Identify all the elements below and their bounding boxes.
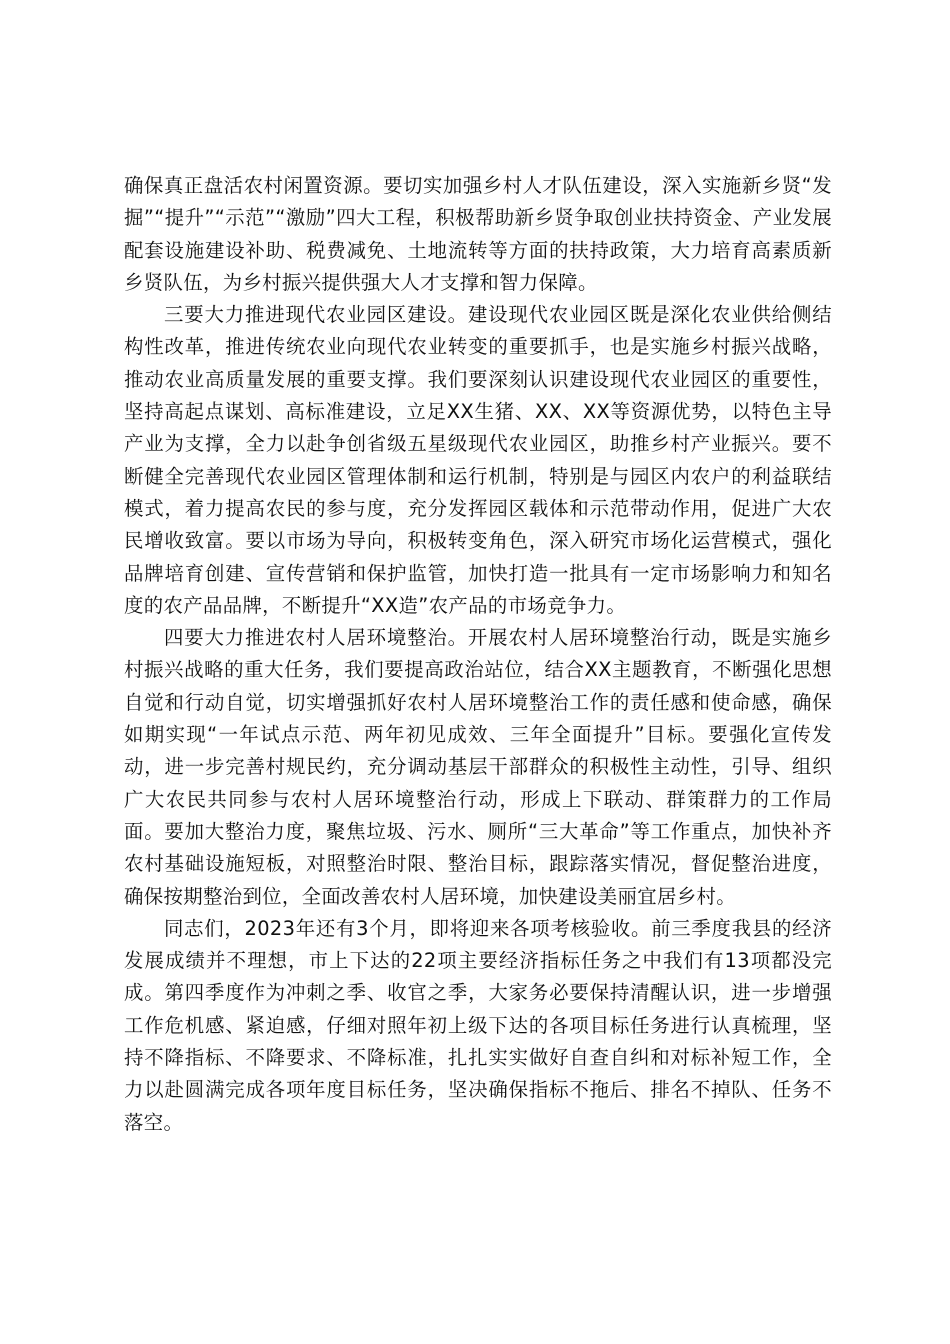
paragraph-closing-remarks: 同志们，2023年还有3个月，即将迎来各项考核验收。前三季度我县的经济发展成绩并不理想，市上下达的22项主要经济指标任务之中我们有13项都没完成。第四季度作为冲刺之季、收官之季，大家务必要保持清醒认识，进一步增强工作危机感、紧迫感，仔细对照年初上级下达的各项目标任务进行认真梳理，坚持不降指标、不降要求、不降标准，扎扎实实做好自查自纠和对标补短工作，全力以赴圆满完成各项年度目标任务，坚决确保指标不拖后、排名不掉队、任务不落空。 bbox=[124, 916, 832, 1134]
paragraph-living-environment: 四要大力推进农村人居环境整治。开展农村人居环境整治行动，既是实施乡村振兴战略的重大任务，我们要提高政治站位，结合XX主题教育，不断强化思想自觉和行动自觉，切实增强抓好农村人居环境整治工作的责任感和使命感，确保如期实现“一年试点示范、两年初见成效、三年全面提升”目标。要强化宣传发动，进一步完善村规民约，充分调动基层干部群众的积极性主动性，引导、组织广大农民共同参与农村人居环境整治行动，形成上下联动、群策群力的工作局面。要加大整治力度，聚焦垃圾、污水、厕所“三大革命”等工作重点，加快补齐农村基础设施短板，对照整治时限、整治目标，跟踪落实情况，督促整治进度，确保按期整治到位，全面改善农村人居环境，加快建设美丽宜居乡村。 bbox=[124, 626, 832, 908]
paragraph-continuation: 确保真正盘活农村闲置资源。要切实加强乡村人才队伍建设，深入实施新乡贤“发掘”“提升”“示范”“激励”四大工程，积极帮助新乡贤争取创业扶持资金、产业发展配套设施建设补助、税费减免、土地流转等方面的扶持政策，大力培育高素质新乡贤队伍，为乡村振兴提供强大人才支撑和智力保障。 bbox=[124, 174, 832, 294]
paragraph-agricultural-park: 三要大力推进现代农业园区建设。建设现代农业园区既是深化农业供给侧结构性改革，推进传统农业向现代农业转变的重要抓手，也是实施乡村振兴战略，推动农业高质量发展的重要支撑。我们要深刻认识建设现代农业园区的重要性，坚持高起点谋划、高标准建设，立足XX生猪、XX、XX等资源优势，以特色主导产业为支撑，全力以赴争创省级五星级现代农业园区，助推乡村产业振兴。要不断健全完善现代农业园区管理体制和运行机制，特别是与园区内农户的利益联结模式，着力提高农民的参与度，充分发挥园区载体和示范带动作用，促进广大农民增收致富。要以市场为导向，积极转变角色，深入研究市场化运营模式，强化品牌培育创建、宣传营销和保护监管，加快打造一批具有一定市场影响力和知名度的农产品品牌，不断提升“XX造”农产品的市场竞争力。 bbox=[124, 303, 832, 617]
document-body bbox=[124, 170, 832, 1139]
